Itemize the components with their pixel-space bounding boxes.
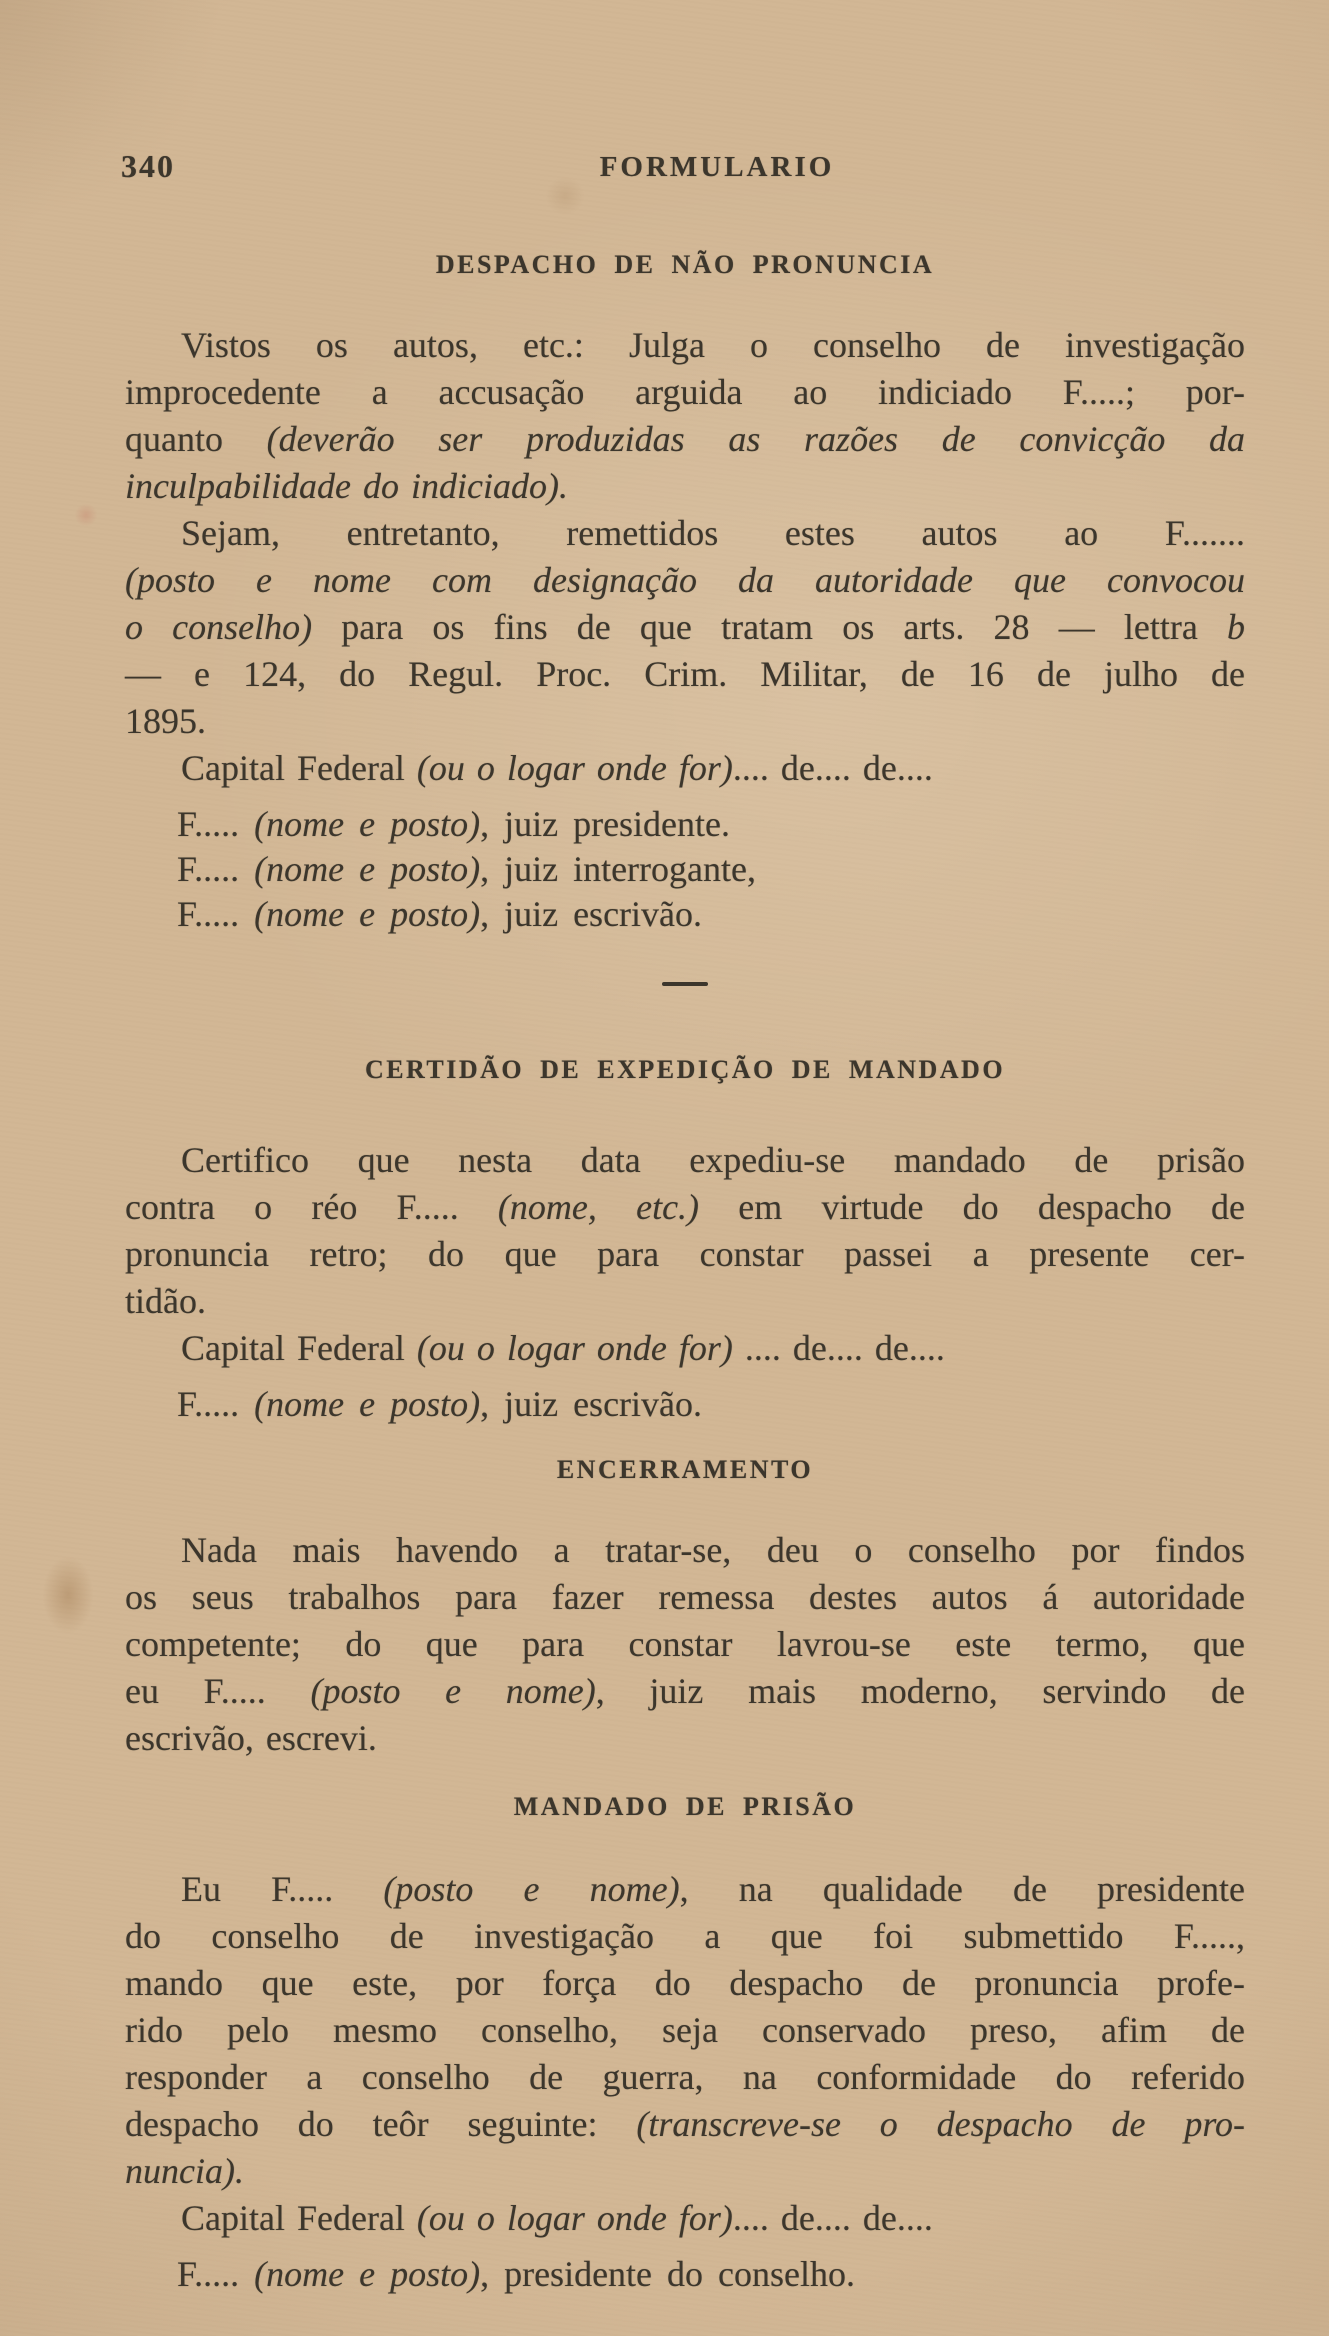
text-line (125, 510, 1245, 557)
text-line (125, 1231, 1245, 1278)
text-line (125, 322, 1245, 369)
text-line (125, 1527, 1245, 1574)
paragraph (125, 1527, 1245, 1762)
text-run: Capital Federal (181, 748, 417, 788)
text-line (125, 1866, 1245, 1913)
text-run: (transcreve-se o despacho de pro- (636, 2104, 1246, 2144)
section-certidao (125, 1055, 1245, 1427)
text-run: (posto e nome) (383, 1869, 680, 1909)
text-run: , na qualidade de presidente (679, 1869, 1245, 1909)
text-run: responder a conselho de guerra, na conformidade do referido (125, 2057, 1245, 2097)
text-run: os seus trabalhos para fazer remessa destes autos á autoridade (125, 1577, 1245, 1617)
text-line (125, 745, 1245, 792)
text-run: eu F..... (125, 1671, 311, 1711)
text-line (125, 1137, 1245, 1184)
page-number: 340 (121, 148, 175, 184)
text-run: nuncia). (125, 2151, 244, 2191)
text-run: F..... (177, 894, 255, 934)
text-line (125, 557, 1245, 604)
text-run: F..... (177, 804, 255, 844)
text-run: .... de.... de.... (732, 748, 933, 788)
text-run: Eu F..... (181, 1869, 384, 1909)
text-run: quanto (125, 419, 267, 459)
text-run: , juiz escrivão. (480, 1384, 703, 1424)
paragraph (125, 1866, 1245, 2195)
text-run: b (1227, 607, 1245, 647)
text-run: (nome e posto) (254, 849, 481, 889)
text-run: F..... (177, 849, 255, 889)
text-line (125, 1621, 1245, 1668)
signature-block (125, 802, 1245, 937)
text-line (125, 1960, 1245, 2007)
text-run: pronuncia retro; do que para constar passei a presente cer- (125, 1234, 1245, 1274)
text-run: Vistos os autos, etc.: Julga o conselho de investigação (181, 325, 1245, 365)
section-heading-encerramento: ENCERRAMENTO (556, 1455, 814, 1484)
text-run: (nome e posto) (254, 2254, 481, 2294)
section-heading-certidao: CERTIDÃO DE EXPEDIÇÃO DE MANDADO (364, 1055, 1006, 1084)
text-run: rido pelo mesmo conselho, seja conservado preso, afim de (125, 2010, 1245, 2050)
text-run: contra o réo F..... (125, 1187, 498, 1227)
signature-line (125, 1382, 1245, 1427)
text-run: , presidente do conselho. (480, 2254, 855, 2294)
paragraph (125, 1325, 1245, 1372)
text-run: (nome e posto) (254, 804, 481, 844)
text-line (125, 369, 1245, 416)
paragraph (125, 2195, 1245, 2242)
text-run: , juiz mais moderno, servindo de (595, 1671, 1245, 1711)
text-line (125, 1668, 1245, 1715)
text-run: Nada mais havendo a tratar-se, deu o conselho por findos (181, 1530, 1245, 1570)
divider-dash (662, 982, 708, 986)
text-line (125, 698, 1245, 745)
text-run: para os fins de que tratam os arts. 28 — lettra (312, 607, 1227, 647)
text-run: 1895. (125, 701, 206, 741)
paragraph (125, 745, 1245, 792)
section-heading-mandado: MANDADO DE PRISÃO (513, 1792, 857, 1821)
text-run: mando que este, por força do despacho de pronuncia profe- (125, 1963, 1245, 2003)
text-run: competente; do que para constar lavrou-se este termo, que (125, 1624, 1245, 1664)
text-run: , juiz presidente. (480, 804, 731, 844)
section-encerramento (125, 1455, 1245, 1762)
text-run: em virtude do despacho de (699, 1187, 1246, 1227)
text-line (125, 416, 1245, 463)
text-run: F..... (177, 2254, 255, 2294)
text-run: Certifico que nesta data expediu-se mandado de prisão (181, 1140, 1245, 1180)
text-line (125, 651, 1245, 698)
text-run: improcedente a accusação arguida ao indiciado F.....; por- (125, 372, 1245, 412)
text-run: F..... (177, 1384, 255, 1424)
text-column (125, 186, 1245, 2297)
text-run: tidão. (125, 1281, 206, 1321)
text-run: Sejam, entretanto, remettidos estes autos ao F....... (181, 513, 1245, 553)
text-run: do conselho de investigação a que foi submettido F....., (125, 1916, 1245, 1956)
text-run: despacho do teôr seguinte: (125, 2104, 637, 2144)
paragraph (125, 1137, 1245, 1325)
text-run: (ou o logar onde for) (416, 748, 733, 788)
text-line (125, 1325, 1245, 1372)
text-run: (posto e nome com designação da autoridade que convocou (125, 560, 1245, 600)
text-run: (nome, etc.) (497, 1187, 700, 1227)
signature-block (125, 2252, 1245, 2297)
text-run: Capital Federal (181, 2198, 417, 2238)
text-run: (posto e nome) (310, 1671, 596, 1711)
text-line (125, 2101, 1245, 2148)
signature-block (125, 1382, 1245, 1427)
section-heading-despacho: DESPACHO DE NÃO PRONUNCIA (435, 250, 935, 279)
signature-line (125, 892, 1245, 937)
text-run: (nome e posto) (254, 894, 481, 934)
text-line (125, 2148, 1245, 2195)
text-run: (deverão ser produzidas as razões de convicção da (266, 419, 1245, 459)
text-run: .... de.... de.... (732, 2198, 933, 2238)
signature-line (125, 847, 1245, 892)
text-line (125, 1715, 1245, 1762)
text-run: (nome e posto) (254, 1384, 481, 1424)
text-line (125, 1278, 1245, 1325)
text-run: inculpabilidade do indiciado). (125, 466, 568, 506)
text-line (125, 1184, 1245, 1231)
text-line (125, 463, 1245, 510)
paragraph (125, 510, 1245, 745)
text-run: , juiz interrogante, (480, 849, 756, 889)
text-run: (ou o logar onde for) (416, 1328, 733, 1368)
text-run: escrivão, escrevi. (125, 1718, 377, 1758)
page-header (121, 148, 1245, 188)
text-run: Capital Federal (181, 1328, 417, 1368)
text-run: .... de.... de.... (732, 1328, 945, 1368)
text-line (125, 2054, 1245, 2101)
text-run: , juiz escrivão. (480, 894, 703, 934)
text-line (125, 1913, 1245, 1960)
signature-line (125, 2252, 1245, 2297)
text-run: — e 124, do Regul. Proc. Crim. Militar, de 16 de julho de (125, 654, 1245, 694)
text-line (125, 1574, 1245, 1621)
running-title: FORMULARIO (599, 151, 835, 183)
text-run: o conselho) (125, 607, 313, 647)
paragraph (125, 322, 1245, 510)
text-line (125, 604, 1245, 651)
section-despacho (125, 250, 1245, 995)
text-line (125, 2007, 1245, 2054)
section-divider (125, 953, 1245, 995)
section-mandado (125, 1792, 1245, 2297)
text-line (125, 2195, 1245, 2242)
text-run: (ou o logar onde for) (416, 2198, 733, 2238)
signature-line (125, 802, 1245, 847)
